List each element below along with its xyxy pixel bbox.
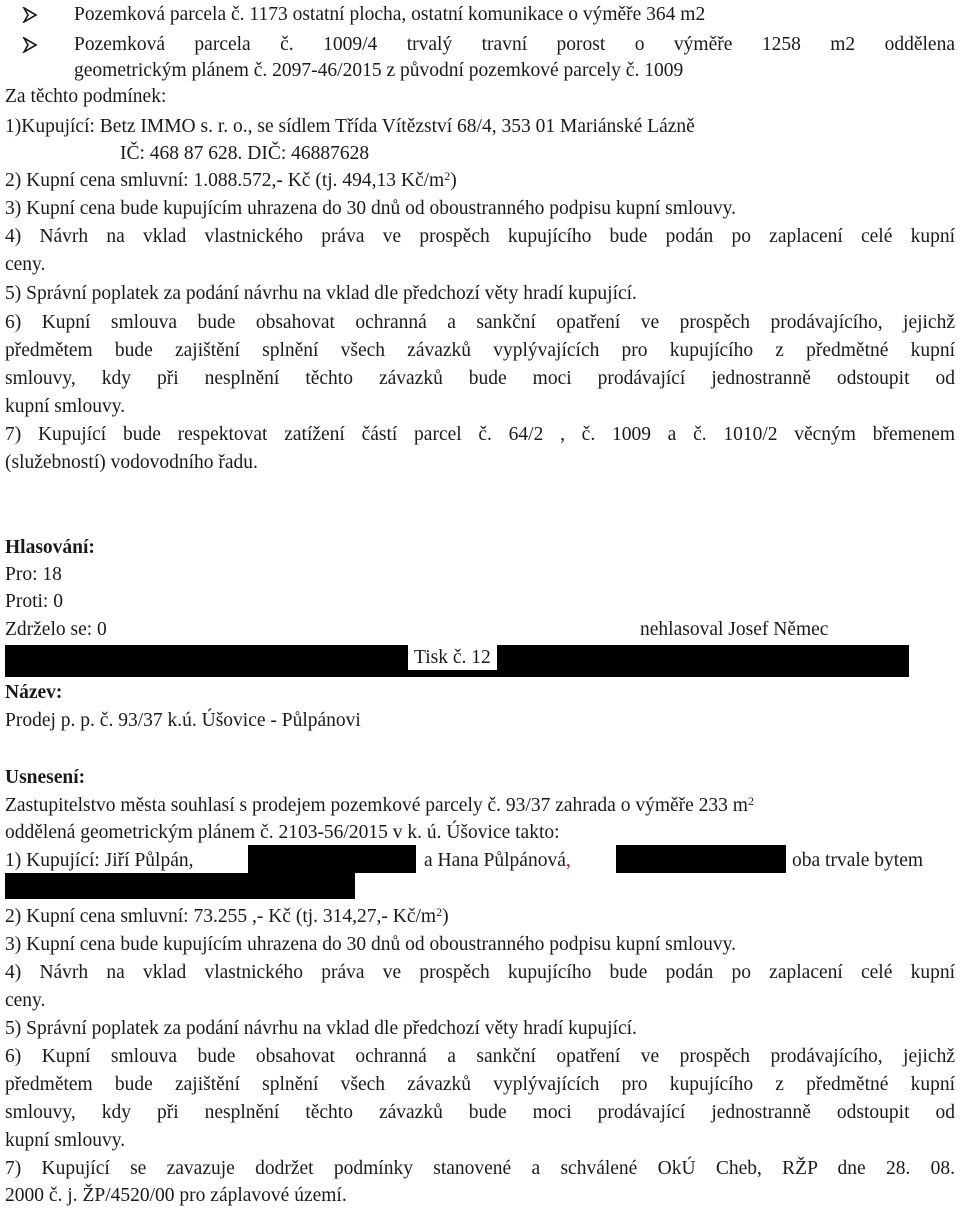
u-paragraph-7-line1: 7) Kupující se zavazuje dodržet podmínky stanovené a schválené OkÚ Cheb, RŽP dne 28. 08.: [5, 1158, 955, 1179]
price-close-2: ): [442, 906, 449, 927]
nazev-value: Prodej p. p. č. 93/37 k.ú. Úšovice - Půlpánovi: [5, 710, 361, 731]
ic-line: IČ: 468 87 628. DIČ: 46887628: [120, 143, 370, 164]
price-sup: 2: [444, 169, 451, 183]
arrow-bullet-icon: [22, 2, 38, 30]
price-close: ): [450, 170, 457, 191]
buyer-line: 1)Kupující: Betz IMMO s. r. o., se sídlem Třída Vítězství 68/4, 353 01 Mariánské Lázně: [5, 116, 695, 137]
buyer-name-1: 1) Kupující: Jiří Půlpán,: [5, 850, 194, 871]
u-paragraph-6-line1: 6) Kupní smlouva bude obsahovat ochranná a sankční opatření ve prospěch prodávajícího, jejichž: [5, 1046, 955, 1067]
u-paragraph-6-line3: smlouvy, kdy při nesplnění těchto závazků bude moci prodávající jednostranně odstoupit od: [5, 1102, 955, 1123]
conditions-intro: Za těchto podmínek:: [5, 86, 167, 107]
buyer-name-2-comma: ,: [565, 850, 571, 871]
voting-proti: Proti: 0: [5, 591, 63, 612]
usneseni-line1: [5, 793, 955, 818]
u-paragraph-6-line4: kupní smlouvy.: [5, 1130, 126, 1151]
u-paragraph-4-line2: ceny.: [5, 990, 46, 1011]
buyer-name-2: [424, 848, 571, 873]
paragraph-3: 3) Kupní cena bude kupujícím uhrazena do 30 dnů od oboustranného podpisu kupní smlouvy.: [5, 198, 736, 219]
price-line-2: [5, 904, 955, 929]
usneseni-line1-sup: 2: [747, 794, 754, 808]
paragraph-7-line1: 7) Kupující bude respektovat zatížení částí parcel č. 64/2 , č. 1009 a č. 1010/2 věcným břemenem: [5, 424, 955, 445]
buyer-name-2-text: a Hana Půlpánová: [424, 850, 566, 871]
u-paragraph-6-line2: předmětem bude zajištění splnění všech závazků vyplývajících pro kupujícího z předmětné kupní: [5, 1074, 955, 1095]
price-text: 2) Kupní cena smluvní: 1.088.572,- Kč (tj. 494,13 Kč/m: [5, 170, 445, 191]
tisk-label: Tisk č. 12: [408, 645, 497, 670]
arrow-bullet-icon: [22, 32, 38, 60]
bullet-item: [22, 32, 955, 57]
paragraph-6-line1: 6) Kupní smlouva bude obsahovat ochranná a sankční opatření ve prospěch prodávajícího, jejichž: [5, 312, 955, 333]
paragraph-5: 5) Správní poplatek za podání návrhu na vklad dle předchozí věty hradí kupující.: [5, 283, 637, 304]
paragraph-6-line2: předmětem bude zajištění splnění všech závazků vyplývajících pro kupujícího z předmětné kupní: [5, 340, 955, 361]
price-sup-2: 2: [436, 905, 443, 919]
redaction-block: [616, 845, 786, 873]
paragraph-6-line4: kupní smlouvy.: [5, 396, 126, 417]
bullet-text: Pozemková parcela č. 1173 ostatní plocha, ostatní komunikace o výměře 364 m2: [74, 4, 706, 25]
nazev-heading: Název:: [5, 682, 63, 703]
usneseni-line1-text: Zastupitelstvo města souhlasí s prodejem pozemkové parcely č. 93/37 zahrada o výměře 233 m: [5, 795, 748, 816]
bullet-continuation: geometrickým plánem č. 2097-46/2015 z původní pozemkové parcely č. 1009: [74, 60, 684, 81]
voting-heading: Hlasování:: [5, 537, 95, 558]
usneseni-line2: oddělená geometrickým plánem č. 2103-56/2015 v k. ú. Úšovice takto:: [5, 822, 560, 843]
usneseni-heading: Usnesení:: [5, 767, 86, 788]
redaction-block: [5, 873, 355, 899]
paragraph-4-line2: ceny.: [5, 254, 46, 275]
voting-nehlasoval: nehlasoval Josef Němec: [640, 619, 829, 640]
u-paragraph-5: 5) Správní poplatek za podání návrhu na vklad dle předchozí věty hradí kupující.: [5, 1018, 637, 1039]
paragraph-7-line2: (služebností) vodovodního řadu.: [5, 452, 258, 473]
u-paragraph-7-line2: 2000 č. j. ŽP/4520/00 pro záplavové území.: [5, 1185, 347, 1206]
u-paragraph-3: 3) Kupní cena bude kupujícím uhrazena do 30 dnů od oboustranného podpisu kupní smlouvy.: [5, 934, 736, 955]
price-line: [5, 168, 955, 193]
bullet-text: Pozemková parcela č. 1009/4 trvalý travní porost o výměře 1258 m2 oddělena: [74, 34, 955, 55]
paragraph-6-line3: smlouvy, kdy při nesplnění těchto závazků bude moci prodávající jednostranně odstoupit od: [5, 368, 955, 389]
redaction-block: [248, 845, 416, 873]
voting-pro: Pro: 18: [5, 564, 62, 585]
paragraph-4-line1: 4) Návrh na vklad vlastnického práva ve prospěch kupujícího bude podán po zaplacení celé kupní: [5, 226, 955, 247]
voting-zdrzelo: Zdrželo se: 0: [5, 619, 107, 640]
bullet-item: [22, 2, 955, 27]
price-text-2: 2) Kupní cena smluvní: 73.255 ,- Kč (tj. 314,27,- Kč/m: [5, 906, 437, 927]
u-paragraph-4-line1: 4) Návrh na vklad vlastnického práva ve prospěch kupujícího bude podán po zaplacení celé kupní: [5, 962, 955, 983]
buyer-residence: oba trvale bytem: [792, 850, 924, 871]
